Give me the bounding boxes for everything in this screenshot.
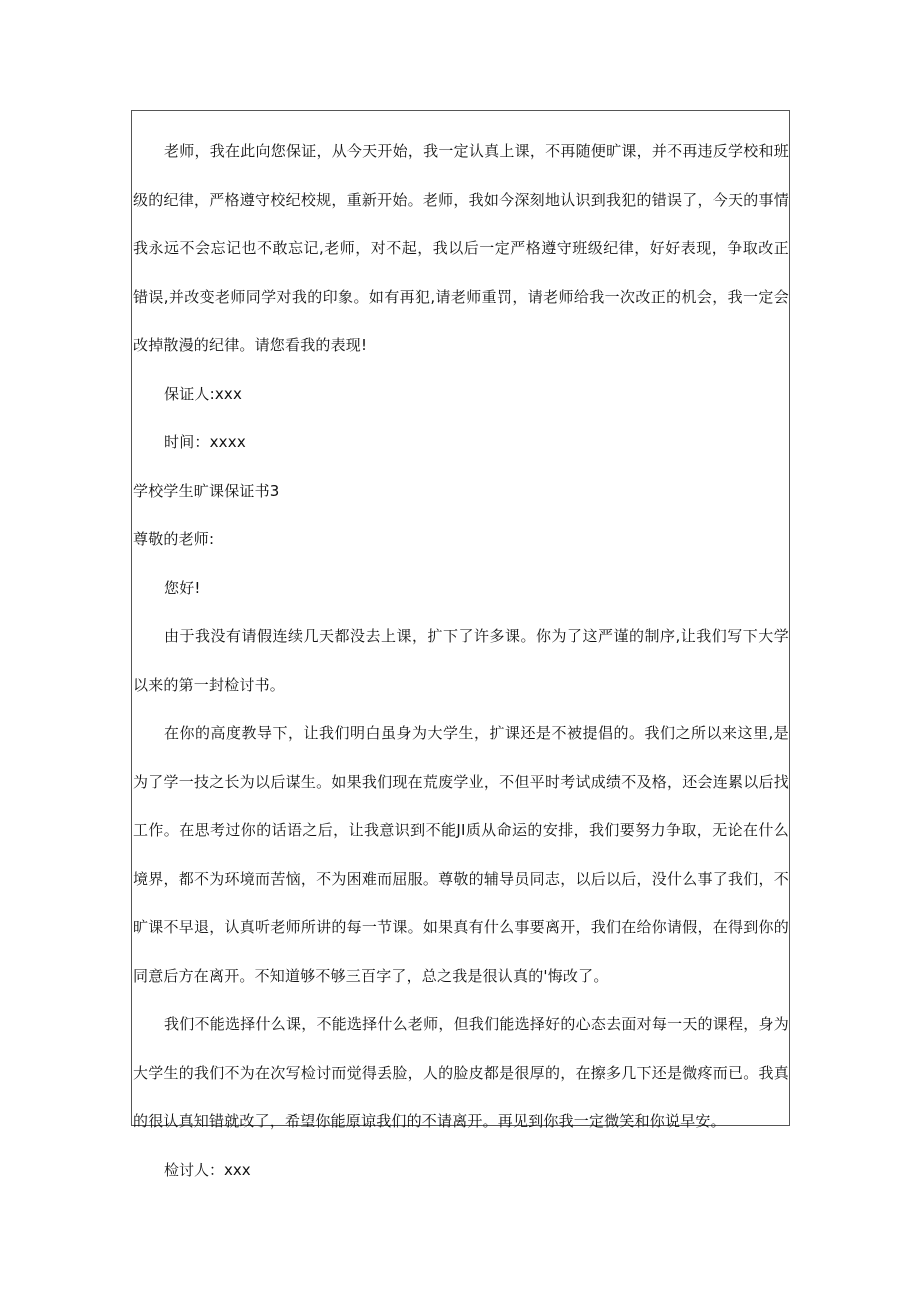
- document-body: [133, 127, 789, 1146]
- signature-line: 检讨人：xxx: [164, 1161, 251, 1179]
- greeting: 您好!: [164, 578, 201, 597]
- salutation: 尊敬的老师:: [133, 530, 215, 548]
- paragraph-pledge: 老师，我在此向您保证，从今天开始，我一定认真上课，不再随便旷课，并不再违反学校和班级的纪律，严格遵守校纪校规，重新开始。老师，我如今深刻地认识到我犯的错误了，今天的事情我永远不会忘记也不敢忘记,老师，对不起，我以后一定严格遵守班级纪律，好好表现，争取改正错误,并改变老师同学对我的印象。如有再犯,请老师重罚，请老师给我一次改正的机会，我一定会改掉散漫的纪律。请您看我的表现!: [133, 142, 789, 354]
- section-title: 学校学生旷课保证书3: [133, 481, 280, 500]
- paragraph-reason: 由于我没有请假连续几天都没去上课，扩下了许多课。你为了这严谨的制序,让我们写下大学以来的第一封检讨书。: [133, 627, 789, 694]
- paragraph-reflection: 在你的高度教导下，让我们明白虽身为大学生，扩课还是不被提倡的。我们之所以来这里,是为了学一技之长为以后谋生。如果我们现在荒废学业，不但平时考试成绩不及格，还会连累以后找工作。在思考过你的话语之后，让我意识到不能JI质从命运的安排，我们要努力争取，无论在什么境界，都不为环境而苦恼，不为困难而屈服。尊敬的辅导员同志，以后以后，没什么事了我们，不旷课不早退，认真听老师所讲的每一节课。如果真有什么事要离开，我们在给你请假，在得到你的同意后方在离开。不知道够不够三百字了，总之我是很认真的'悔改了。: [133, 724, 789, 985]
- paragraph-closing: 我们不能选择什么课，不能选择什么老师，但我们能选择好的心态去面对每一天的课程，身为大学生的我们不为在次写检讨而觉得丢脸，人的脸皮都是很厚的，在擦多几下还是微疼而已。我真的很认真知错就改了，希望你能原谅我们的不请离开。再见到你我一定微笑和你说早安。: [133, 1015, 789, 1130]
- paragraph-date: 时间：xxxx: [164, 433, 246, 451]
- paragraph-guarantor: 保证人:xxx: [164, 384, 243, 403]
